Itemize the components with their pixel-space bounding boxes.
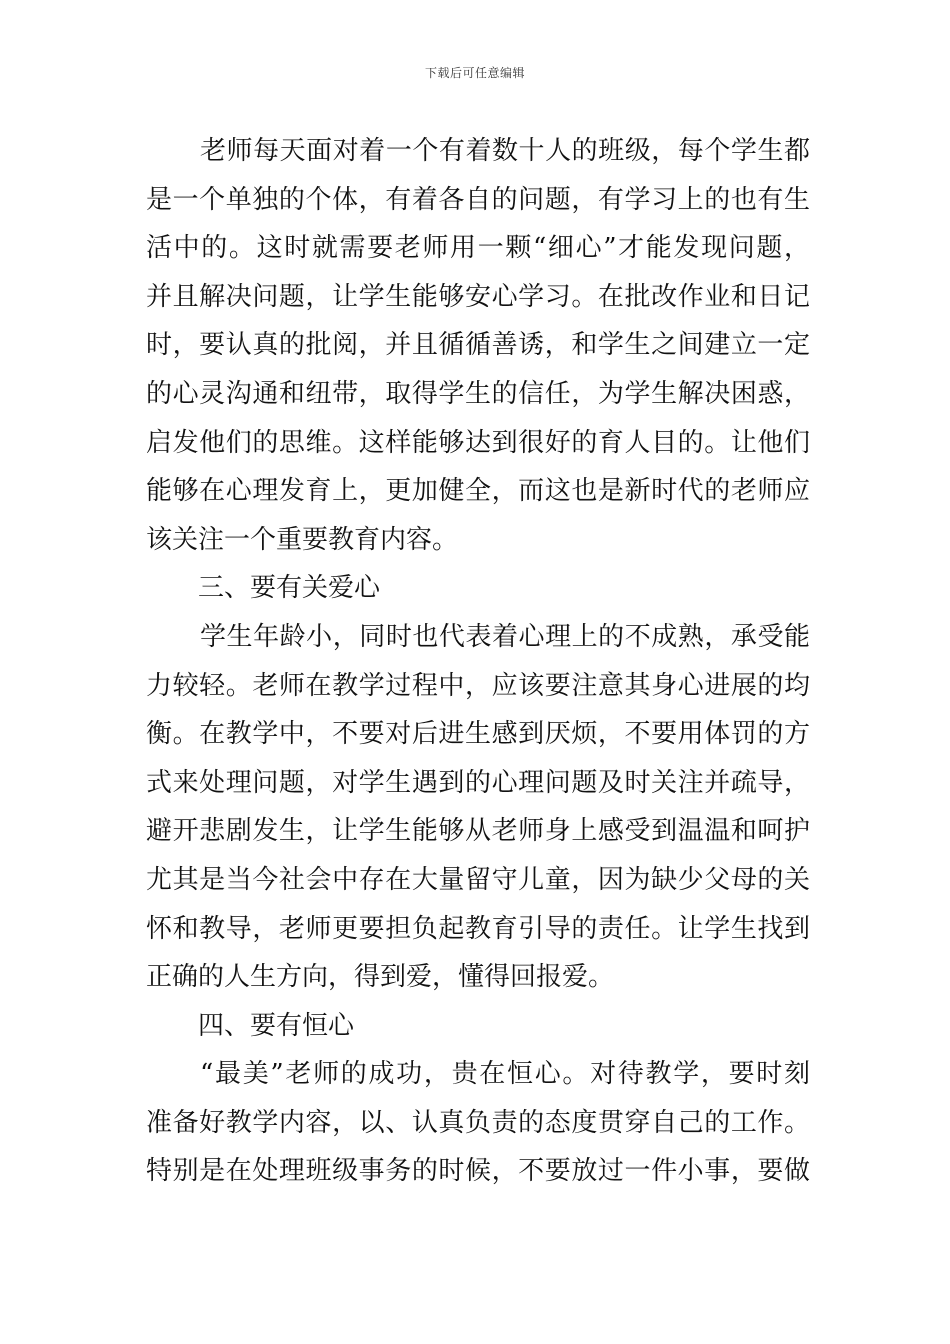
section-heading: 三、要有关爱心 [198,573,381,604]
text-line: 力较轻。老师在教学过程中，应该要注意其身心进展的均 [146,670,810,701]
text-line: 并且解决问题，让学生能够安心学习。在批改作业和日记 [146,281,810,312]
text-line: 避开悲剧发生，让学生能够从老师身上感受到温温和呵护 [146,816,810,847]
text-line: 正确的人生方向，得到爱，懂得回报爱。 [146,962,615,993]
text-line: 能够在心理发育上，更加健全，而这也是新时代的老师应 [146,476,810,507]
text-line: 的心灵沟通和纽带，取得学生的信任，为学生解决困惑， [146,378,810,409]
text-line: 怀和教导，老师更要担负起教育引导的责任。让学生找到 [146,913,810,944]
text-line: 准备好教学内容，以、认真负责的态度贯穿自己的工作。 [146,1107,810,1138]
paragraph [146,1050,810,1196]
paragraph [146,127,810,564]
text-line: “最美”老师的成功，贵在恒心。对待教学，要时刻 [200,1059,810,1090]
document-body [146,127,810,1196]
paragraph [146,613,810,1002]
text-line: 特别是在处理班级事务的时候，不要放过一件小事，要做 [146,1156,810,1187]
text-line: 该关注一个重要教育内容。 [146,524,459,555]
text-line: 学生年龄小，同时也代表着心理上的不成熟，承受能 [200,621,810,652]
page-header: 下载后可任意编辑 [424,66,525,80]
text-line: 式来处理问题，对学生遇到的心理问题及时关注并疏导， [146,767,810,798]
text-line: 老师每天面对着一个有着数十人的班级，每个学生都 [200,136,810,166]
text-line: 启发他们的思维。这样能够达到很好的育人目的。让他们 [146,427,810,458]
text-line: 尤其是当今社会中存在大量留守儿童，因为缺少父母的关 [146,864,810,895]
text-line: 衡。在教学中，不要对后进生感到厌烦，不要用体罚的方 [146,719,810,750]
text-line: 时，要认真的批阅，并且循循善诱，和学生之间建立一定 [146,330,810,361]
text-line: 活中的。这时就需要老师用一颗“细心”才能发现问题， [146,233,810,264]
section-heading: 四、要有恒心 [198,1010,355,1041]
text-line: 是一个单独的个体，有着各自的问题，有学习上的也有生 [146,184,810,215]
